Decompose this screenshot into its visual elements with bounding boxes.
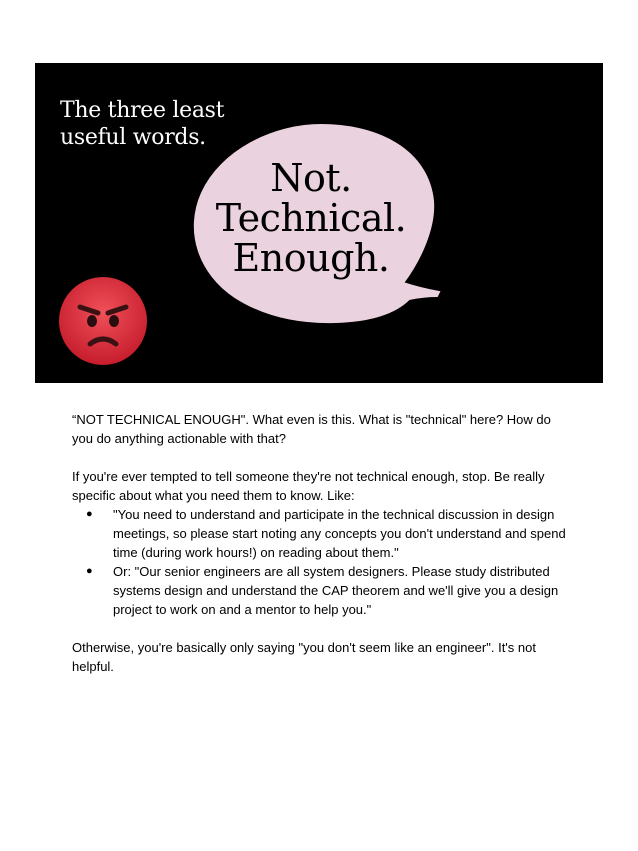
angry-face-icon — [56, 274, 150, 368]
bubble-line-3: Enough. — [232, 236, 390, 280]
bubble-text — [205, 158, 417, 278]
list-item — [72, 505, 572, 562]
bullet-marker: ● — [86, 565, 93, 577]
bubble-line-1: Not. — [270, 156, 352, 200]
paragraph-spacer — [72, 619, 572, 638]
bullet-marker: ● — [86, 508, 93, 520]
slide-image — [35, 63, 603, 383]
bullet-text: Or: "Our senior engineers are all system designers. Please study distributed systems design and understand the CAP theorem and we'll give you a design project to work on and a mentor to help you." — [113, 564, 559, 617]
intro-paragraph: “NOT TECHNICAL ENOUGH". What even is this. What is "technical" here? How do you do anything actionable with that? — [72, 412, 551, 446]
advice-paragraph: If you're ever tempted to tell someone they're not technical enough, stop. Be really specific about what you need them to know. Like: — [72, 469, 545, 503]
document-body — [72, 410, 572, 676]
slide-title-line-1: The three least — [60, 98, 225, 123]
paragraph-spacer — [72, 448, 572, 467]
bullet-list — [72, 505, 572, 619]
bullet-text: "You need to understand and participate in the technical discussion in design meetings, so please start noting any concepts you don't understand and spend time (during work hours!) on reading about them." — [113, 507, 566, 560]
list-item — [72, 562, 572, 619]
closing-paragraph: Otherwise, you're basically only saying "you don't seem like an engineer". It's not helpful. — [72, 640, 536, 674]
slide-title-line-2: useful words. — [60, 125, 206, 150]
bubble-line-2: Technical. — [215, 196, 407, 240]
